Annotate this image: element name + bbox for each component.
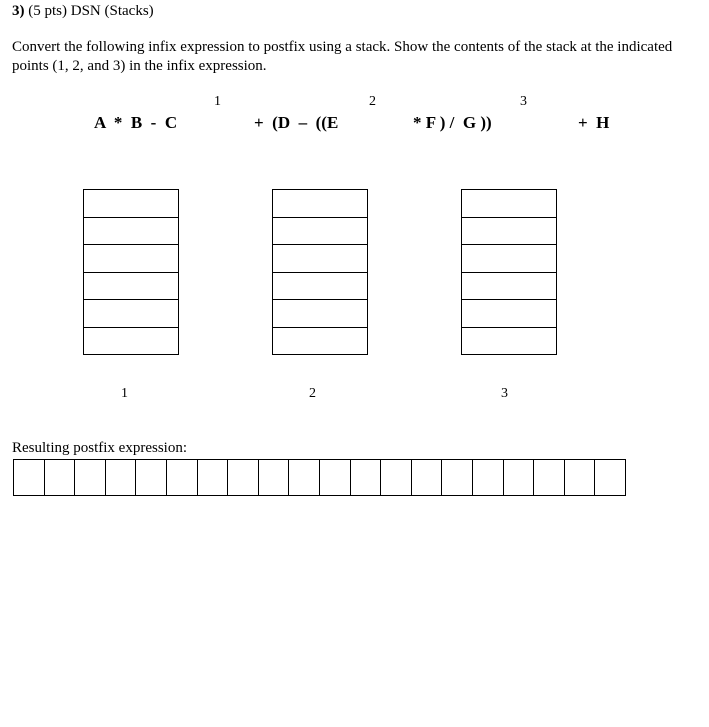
stack-cell[interactable] bbox=[83, 189, 179, 218]
answer-box[interactable] bbox=[441, 459, 473, 496]
answer-box[interactable] bbox=[258, 459, 290, 496]
stack-cell[interactable] bbox=[461, 272, 557, 301]
result-label: Resulting postfix expression: bbox=[12, 440, 187, 456]
answer-box[interactable] bbox=[350, 459, 382, 496]
stack-cell[interactable] bbox=[83, 272, 179, 301]
answer-box[interactable] bbox=[135, 459, 167, 496]
marker-2: 2 bbox=[369, 94, 376, 109]
answer-box[interactable] bbox=[227, 459, 259, 496]
question-title bbox=[12, 3, 154, 20]
stack-cell[interactable] bbox=[272, 189, 368, 218]
stack-cell[interactable] bbox=[461, 299, 557, 328]
expression-segment-4: + H bbox=[578, 113, 610, 132]
answer-box[interactable] bbox=[105, 459, 137, 496]
stack-1 bbox=[83, 189, 179, 355]
answer-box[interactable] bbox=[13, 459, 45, 496]
answer-box[interactable] bbox=[533, 459, 565, 496]
answer-row bbox=[13, 459, 626, 496]
stack-cell[interactable] bbox=[461, 244, 557, 273]
expression-segment-2: + (D – ((E bbox=[254, 113, 339, 132]
stack-cell[interactable] bbox=[272, 244, 368, 273]
stack-label-2: 2 bbox=[309, 386, 316, 401]
expression-segment-3: * F ) / G )) bbox=[413, 113, 492, 132]
stack-cell[interactable] bbox=[83, 327, 179, 356]
answer-box[interactable] bbox=[564, 459, 596, 496]
stack-cell[interactable] bbox=[83, 299, 179, 328]
answer-box[interactable] bbox=[288, 459, 320, 496]
answer-box[interactable] bbox=[472, 459, 504, 496]
answer-box[interactable] bbox=[74, 459, 106, 496]
answer-box[interactable] bbox=[44, 459, 76, 496]
stack-3 bbox=[461, 189, 557, 355]
answer-box[interactable] bbox=[503, 459, 535, 496]
answer-box[interactable] bbox=[166, 459, 198, 496]
stack-cell[interactable] bbox=[83, 244, 179, 273]
marker-1: 1 bbox=[214, 94, 221, 109]
marker-3: 3 bbox=[520, 94, 527, 109]
expression-segment-1: A * B - C bbox=[94, 113, 178, 132]
stack-cell[interactable] bbox=[272, 217, 368, 246]
answer-box[interactable] bbox=[319, 459, 351, 496]
stack-cell[interactable] bbox=[461, 189, 557, 218]
stack-2 bbox=[272, 189, 368, 355]
stack-label-3: 3 bbox=[501, 386, 508, 401]
answer-box[interactable] bbox=[411, 459, 443, 496]
question-points: (5 pts) DSN (Stacks) bbox=[28, 3, 154, 19]
answer-box[interactable] bbox=[594, 459, 626, 496]
instructions: Convert the following infix expression to postfix using a stack. Show the contents of the stack at the indicated points (1, 2, and 3) in the infix expression. bbox=[12, 39, 673, 74]
stack-cell[interactable] bbox=[83, 217, 179, 246]
question-number: 3) bbox=[12, 3, 25, 19]
answer-box[interactable] bbox=[380, 459, 412, 496]
stack-cell[interactable] bbox=[272, 272, 368, 301]
stack-cell[interactable] bbox=[272, 327, 368, 356]
stack-label-1: 1 bbox=[121, 386, 128, 401]
stack-cell[interactable] bbox=[461, 217, 557, 246]
stack-cell[interactable] bbox=[272, 299, 368, 328]
answer-box[interactable] bbox=[197, 459, 229, 496]
stack-cell[interactable] bbox=[461, 327, 557, 356]
